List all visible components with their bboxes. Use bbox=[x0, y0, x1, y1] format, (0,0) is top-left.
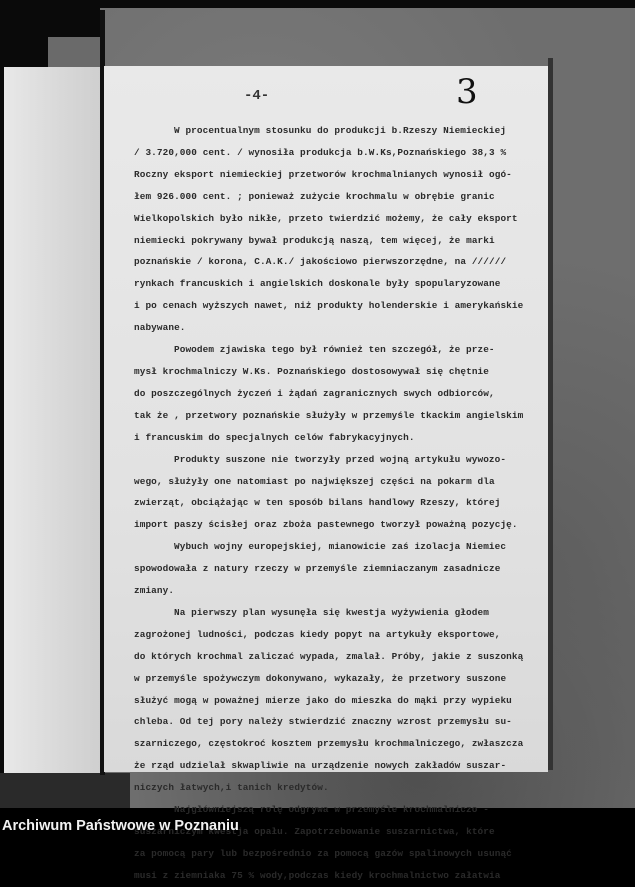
text-line: zagrożonej ludności, podczas kiedy popyt na artykuły eksportowe, bbox=[134, 628, 501, 640]
text-line: Najgłówniejszą rolę odgrywa w przemyśle krochmalniczo - bbox=[174, 804, 489, 816]
text-line: rynkach francuskich i angielskich doskonale były spopularyzowane bbox=[134, 278, 501, 290]
text-line: niemiecki pokrywany bywał produkcją naszą, tem więcej, że marki bbox=[134, 234, 495, 246]
text-line: Powodem zjawiska tego był również ten szczegół, że prze- bbox=[174, 344, 495, 356]
text-line: Roczny eksport niemieckiej przetworów krochmalnianych wynosił ogó- bbox=[134, 168, 512, 180]
text-line: Wybuch wojny europejskiej, mianowicie zaś izolacja Niemiec bbox=[174, 541, 507, 553]
text-line: Na pierwszy plan wysunęła się kwestja wyżywienia głodem bbox=[174, 606, 489, 618]
text-line: musi z ziemniaka 75 % wody,podczas kiedy krochmalnictwo załatwia bbox=[134, 869, 501, 881]
text-line: do których krochmal zaliczać wypada, zmalał. Próby, jakie z suszonką bbox=[134, 650, 524, 662]
text-line: / 3.720,000 cent. / wynosiła produkcja b.W.Ks,Poznańskiego 38,3 % bbox=[134, 146, 507, 158]
text-line: że rząd udzielał skwapliwie na urządzenie nowych zakładów suszar- bbox=[134, 760, 507, 772]
text-line: nabywane. bbox=[134, 322, 186, 334]
text-line: w przemyśle spożywczym dokonywano, wykazały, że przetwory suszone bbox=[134, 672, 507, 684]
text-line: suszarniczym kwestja opału. Zapotrzebowanie suszarnictwa, które bbox=[134, 826, 495, 837]
text-line: szarniczego, częstokroć kosztem przemysłu krochmalniczego, zwłaszcza bbox=[134, 738, 524, 750]
text-line: chleba. Od tej pory należy stwierdzić znaczny wzrost przemysłu su- bbox=[134, 716, 512, 728]
text-line: Produkty suszone nie tworzyły przed wojną artykułu wywozo- bbox=[174, 453, 507, 465]
text-line: W procentualnym stosunku do produkcji b.Rzeszy Niemieckiej bbox=[174, 125, 507, 136]
archive-caption: Archiwum Państwowe w Poznaniu bbox=[2, 818, 239, 834]
text-line: niczych łatwych,i tanich kredytów. bbox=[134, 782, 329, 794]
text-line: wego, służyły one natomiast po największej części na pokarm dla bbox=[134, 475, 495, 487]
backing-board-edge bbox=[48, 37, 104, 69]
text-line: do poszczególnych życzeń i żądań zagranicznych swych odbiorców, bbox=[134, 387, 495, 399]
text-line: i francuskim do specjalnych celów fabrykacyjnych. bbox=[134, 431, 415, 443]
text-line: mysł krochmalniczy W.Ks. Poznańskiego dostosowywał się chętnie bbox=[134, 365, 490, 377]
previous-page-edge bbox=[4, 67, 100, 773]
text-line: zwierząt, obciążając w ten sposób bilans handlowy Rzeszy, której bbox=[134, 497, 501, 509]
page-shadow bbox=[548, 58, 553, 770]
text-line: łem 926.000 cent. ; ponieważ zużycie krochmalu w obrębie granic bbox=[134, 190, 495, 202]
text-line: służyć mogą w poważnej mierze jako do mieszka do mąki przy wypieku bbox=[134, 694, 512, 706]
text-line: import paszy ścisłej oraz zboża pastewnego tworzył poważną pozycję. bbox=[134, 519, 518, 531]
text-line: tak że , przetwory poznańskie służyły w przemyśle tkackim angielskim bbox=[134, 409, 524, 421]
text-line: i po cenach wyższych nawet, niż produkty holenderskie i amerykańskie bbox=[134, 300, 524, 312]
page-marker: -4- bbox=[244, 88, 270, 104]
text-line: Wielkopolskich było nikłe, przeto twierdzić możemy, że cały eksport bbox=[134, 212, 518, 224]
typewritten-body bbox=[134, 120, 536, 887]
folio-number: 3 bbox=[456, 72, 478, 112]
binding-shadow bbox=[0, 773, 130, 808]
text-line: za pomocą pary lub bezpośrednio za pomocą gazów spalinowych usunąć bbox=[134, 847, 512, 859]
text-line: poznańskie / korona, C.A.K./ jakościowo pierwszorzędne, na ////// bbox=[134, 256, 507, 268]
text-line: spowodowała z natury rzeczy w przemyśle ziemniaczanym zasadnicze bbox=[134, 563, 501, 575]
text-line: zmiany. bbox=[134, 585, 175, 597]
